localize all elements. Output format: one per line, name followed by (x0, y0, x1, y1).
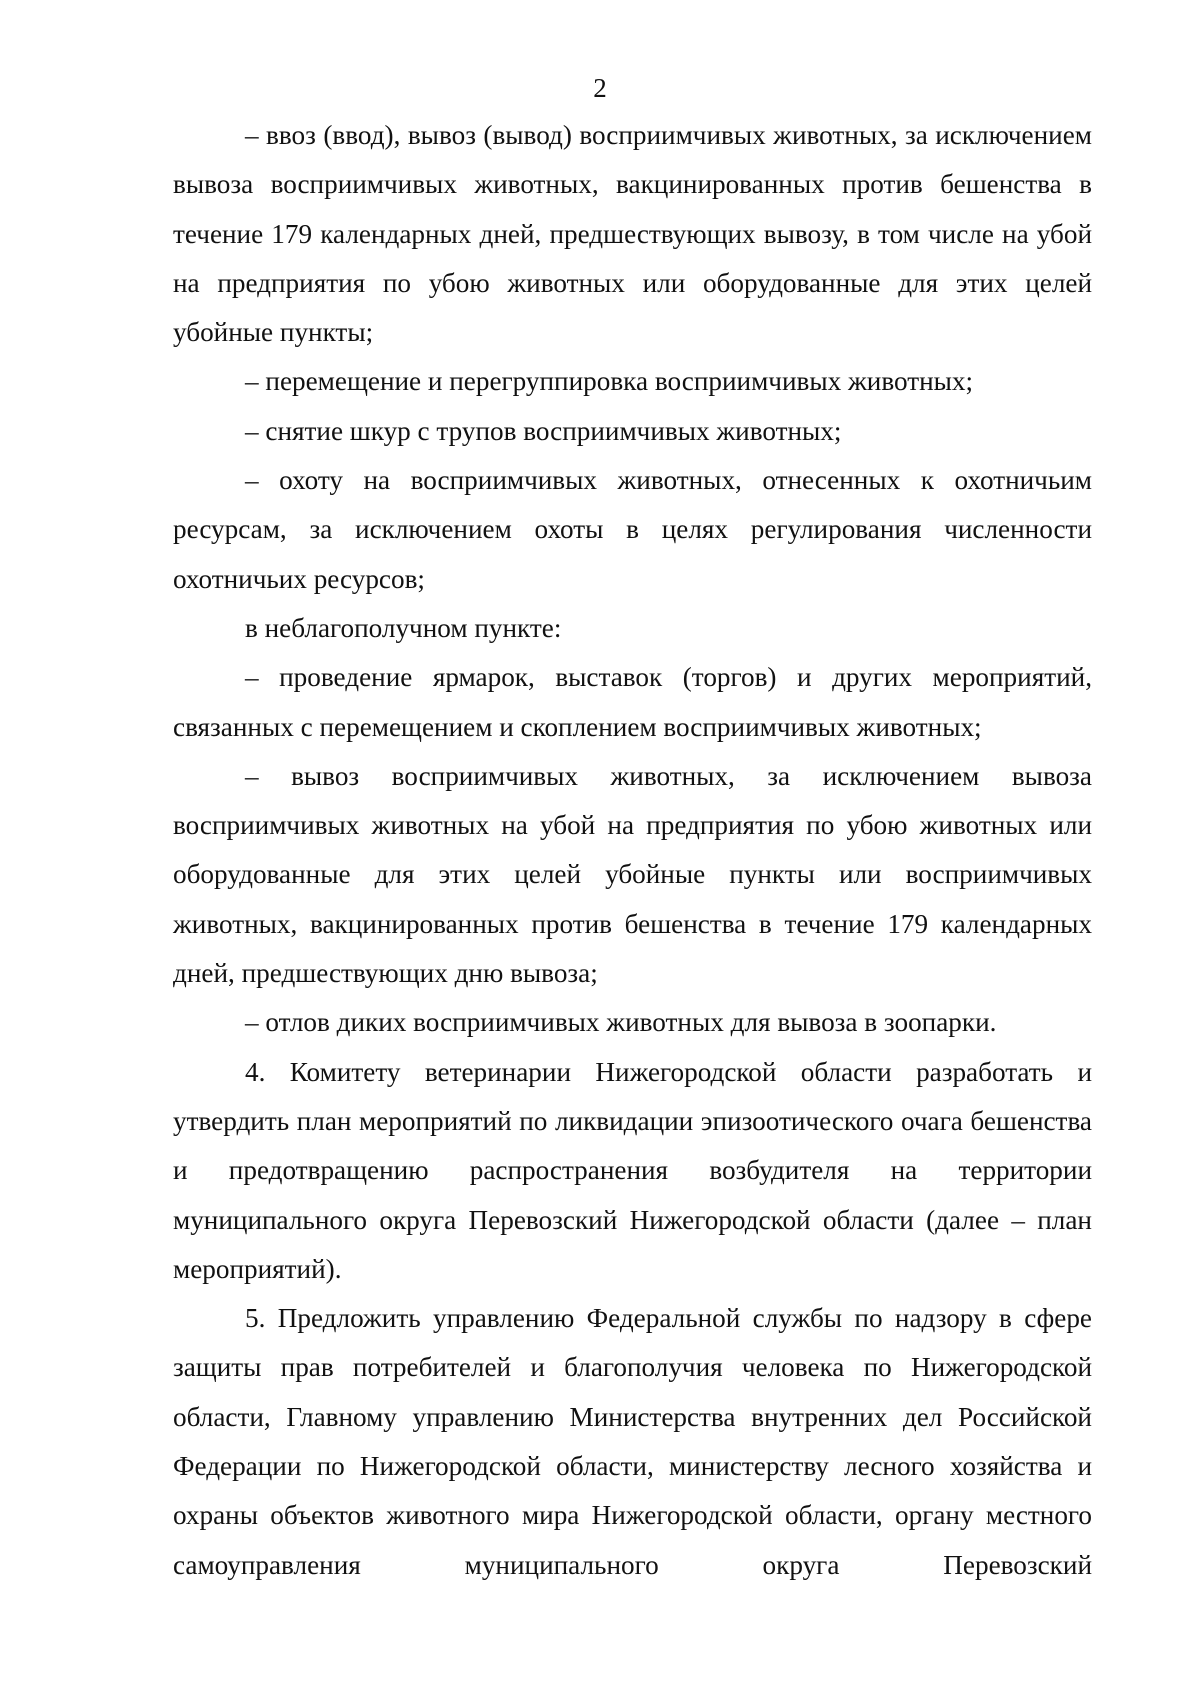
paragraph-skinning-ban: – снятие шкур с трупов восприимчивых животных; (245, 415, 842, 446)
paragraph-fairs-ban: – проведение ярмарок, выставок (торгов) и других мероприятий, связанных с перемещением и скоплением восприимчивых животных; (173, 662, 1092, 742)
paragraph-capture-ban: – отлов диких восприимчивых животных для вывоза в зоопарки. (245, 1007, 997, 1038)
paragraph-import-export-ban: – ввоз (ввод), вывоз (вывод) восприимчивых животных, за исключением вывоза восприимчивых животных, вакцинированных против бешенства в течение 179 календарных дней, предшествующих вывозу, в том числе на убой на предприятия по убою животных или оборудованные для этих целей убойные пункты; (173, 120, 1092, 348)
paragraph-item-4: 4. Комитету ветеринарии Нижегородской области разработать и утвердить план мероприятий по ликвидации эпизоотического очага бешенства и предотвращению распространения возбудителя на территории муниципального округа Перевозский Нижегородской области (далее – план мероприятий). (173, 1056, 1092, 1284)
page-number: 2 (593, 73, 607, 103)
paragraph-hunting-ban: – охоту на восприимчивых животных, отнесенных к охотничьим ресурсам, за исключением охоты в целях регулирования численности охотничьих ресурсов; (173, 465, 1092, 594)
paragraph-movement-ban: – перемещение и перегруппировка восприимчивых животных; (245, 366, 974, 397)
paragraph-item-5: 5. Предложить управлению Федеральной службы по надзору в сфере защиты прав потребителей и благополучия человека по Нижегородской области, Главному управлению Министерства внутренних дел Российской Федерации по Нижегородской области, министерству лесного хозяйства и охраны объектов животного мира Нижегородской области, органу местного самоуправления муниципального округа Перевозский (173, 1303, 1092, 1580)
paragraph-infected-point-heading: в неблагополучном пункте: (245, 612, 562, 643)
paragraph-removal-ban: – вывоз восприимчивых животных, за исключением вывоза восприимчивых животных на убой на предприятия по убою животных или оборудованные для этих целей убойные пункты или восприимчивых животных, вакцинированных против бешенства в течение 179 календарных дней, предшествующих дню вывоза; (173, 760, 1092, 989)
document-body (173, 111, 1092, 1590)
